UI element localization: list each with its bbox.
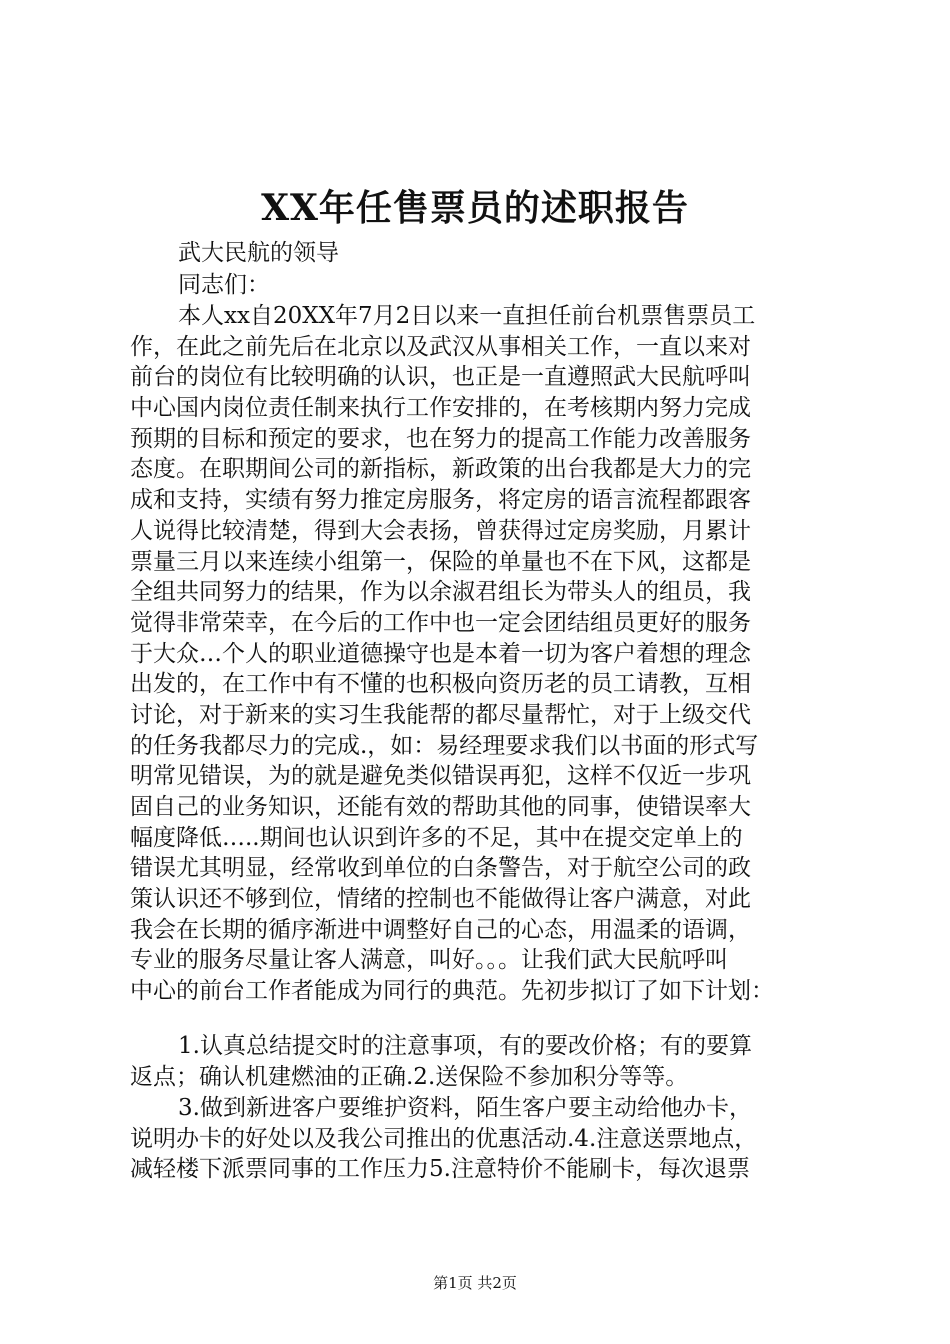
- paragraph-line: 3.做到新进客户要维护资料，陌生客户要主动给他办卡，: [178, 1095, 752, 1121]
- paragraph-line: 返点；确认机建燃油的正确.2.送保险不参加积分等等。: [130, 1063, 689, 1090]
- main-paragraph: [130, 301, 830, 1007]
- paragraph-line: 态度。在职期间公司的新指标，新政策的出台我都是大力的完: [130, 456, 751, 483]
- paragraph-line: 说明办卡的好处以及我公司推出的优惠活动.4.注意送票地点，: [130, 1125, 758, 1152]
- paragraph-line: 票量三月以来连续小组第一，保险的单量也不在下风，这都是: [130, 548, 751, 575]
- paragraph-line: 固自己的业务知识，还能有效的帮助其他的同事，使错误率大: [130, 794, 751, 820]
- paragraph-line: 专业的服务尽量让客人满意，叫好。。。让我们武大民航呼叫: [130, 947, 728, 974]
- paragraph-line: 人说得比较清楚，得到大会表扬，曾获得过定房奖励，月累计: [130, 517, 751, 544]
- paragraph-line: 我会在长期的循序渐进中调整好自己的心态，用温柔的语调，: [130, 916, 751, 943]
- greeting-line: 武大民航的领导: [178, 240, 339, 266]
- plan-paragraph: [130, 1093, 830, 1185]
- paragraph-line: 幅度降低…..期间也认识到许多的不足，其中在提交定单上的: [130, 824, 743, 851]
- page-title: XX年任售票员的述职报告: [261, 187, 689, 229]
- paragraph-line: 的任务我都尽力的完成.，如：易经理要求我们以书面的形式写: [130, 732, 759, 759]
- paragraph-line: 错误尤其明显，经常收到单位的白条警告，对于航空公司的政: [130, 855, 751, 882]
- paragraph-line: 前台的岗位有比较明确的认识，也正是一直遵照武大民航呼叫: [130, 364, 751, 391]
- paragraph-line: 1.认真总结提交时的注意事项，有的要改价格；有的要算: [178, 1033, 752, 1059]
- paragraph-line: 本人xx自20XX年7月2日以来一直担任前台机票售票员工: [178, 303, 756, 329]
- paragraph-line: 预期的目标和预定的要求，也在努力的提高工作能力改善服务: [130, 425, 751, 452]
- paragraph-line: 中心国内岗位责任制来执行工作安排的，在考核期内努力完成: [130, 395, 751, 422]
- paragraph-line: 于大众…个人的职业道德操守也是本着一切为客户着想的理念: [130, 640, 751, 667]
- greeting-line: 同志们：: [178, 272, 270, 298]
- paragraph-line: 策认识还不够到位，情绪的控制也不能做得让客户满意，对此: [130, 886, 751, 913]
- paragraph-line: 作，在此之前先后在北京以及武汉从事相关工作，一直以来对: [130, 333, 751, 360]
- paragraph-line: 出发的，在工作中有不懂的也积极向资历老的员工请教，互相: [130, 671, 751, 698]
- paragraph-line: 觉得非常荣幸，在今后的工作中也一定会团结组员更好的服务: [130, 609, 751, 636]
- paragraph-line: 讨论，对于新来的实习生我能帮的都尽量帮忙，对于上级交代: [130, 701, 751, 728]
- paragraph-line: 全组共同努力的结果，作为以余淑君组长为带头人的组员，我: [130, 579, 751, 606]
- page-footer: 第1页 共2页: [433, 1274, 517, 1292]
- paragraph-line: 成和支持，实绩有努力推定房服务，将定房的语言流程都跟客: [130, 487, 751, 514]
- paragraph-line: 减轻楼下派票同事的工作压力5.注意特价不能刷卡，每次退票: [130, 1156, 750, 1183]
- paragraph-line: 明常见错误，为的就是避免类似错误再犯，这样不仅近一步巩: [130, 763, 751, 790]
- paragraph-line: 中心的前台工作者能成为同行的典范。先初步拟订了如下计划：: [130, 978, 774, 1005]
- plan-paragraph: [130, 1031, 830, 1092]
